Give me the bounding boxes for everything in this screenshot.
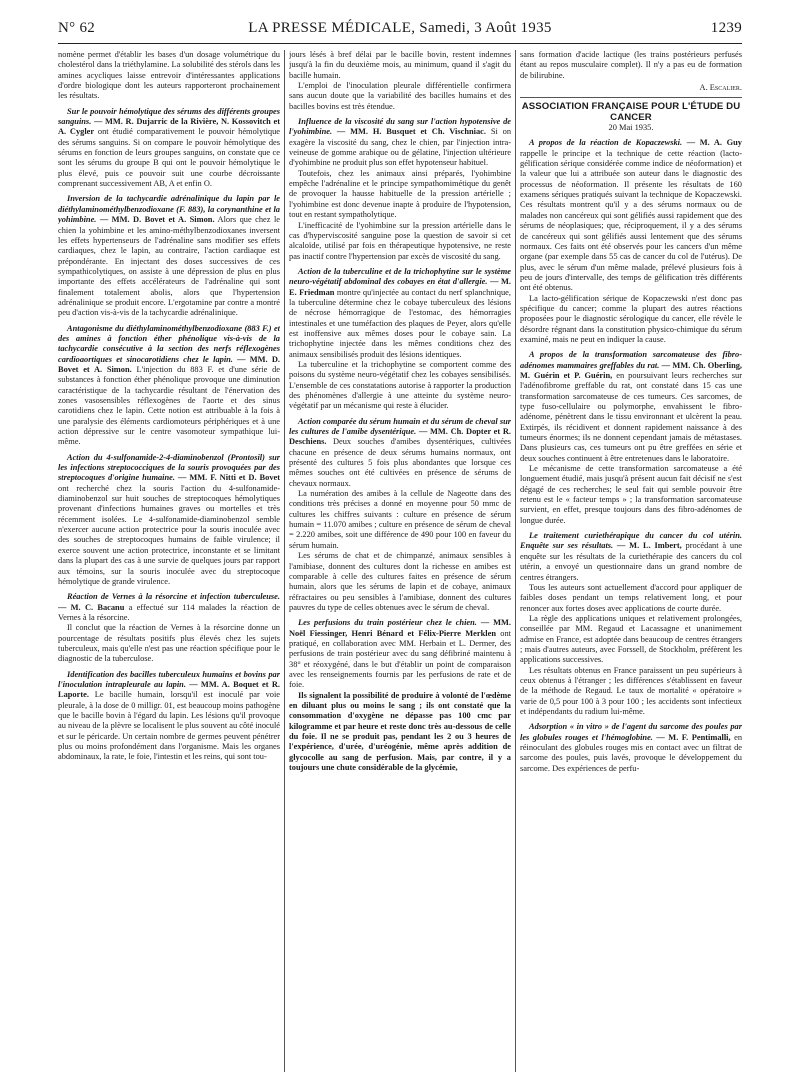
- paragraph: L'emploi de l'inoculation pleurale différentielle confirmera sans aucun doute que la variabilité des bacilles humains et des bacilles bovins est très étendue.: [289, 81, 511, 111]
- column-3: [520, 50, 742, 1072]
- abstract-text: L'injection du 883 F. et d'une série de substances à fonction éther phénolique provoque une diminution caractéristique de la tachycardie résultant de l'énervation des zones vasosensibles réflexogènes de l'aorte et des sinus carotidiens chez le lapin. Cette notion est attribuable à la fois à une paralysie des éléments cardiomoteurs périphériques et à une action dépressive sur le centre vasomoteur sympathique lui-même.: [58, 364, 280, 447]
- abstract-title: Les perfusions du train postérieur chez le chien.: [298, 618, 477, 628]
- abstract-pentimalli: [520, 722, 742, 774]
- abstract-authors: — MM. Noël Fiessinger, Henri Bénard et Félix-Pierre Merklen: [289, 618, 511, 638]
- abstract-text: ont étudié comparativement le pouvoir hémolytique des sérums sanguins. Si on compare le pouvoir hémolytique des sérums en fonction de leurs groupes sanguins, on constate que ce sont les sérums du groupe B qui ont le pouvoir hémolytique le plus élevé, puis ce pouvoir suit une courbe décroissante comprenant successivement AB, A et enfin O.: [58, 127, 280, 189]
- paragraph: Tous les auteurs sont actuellement d'accord pour appliquer de faibles doses pendant un temps relativement long, et pour renoncer aux fortes doses avec applications de courte durée.: [520, 582, 742, 613]
- column-2: [289, 50, 511, 1072]
- signature: A. Escalier.: [699, 83, 742, 93]
- abstract-text: Le bacille humain, lorsqu'il est inoculé par voie pleurale, à la dose de 0 milligr. 01, est beaucoup moins pathogène que le bacille bovin à l'égard du lapin. Les lésions qu'il provoque au niveau de la plèvre se localisent le plus souvent au côté inoculé et sur le péricarde. Un certain nombre de germes peuvent pénétrer plus ou moins profondément dans l'organisme. Mais les organes abdominaux, la rate, le foie, l'intestin et les reins, qui sont tou-: [58, 690, 280, 762]
- abstract-text: ont recherché chez la souris l'action du 4-sulfonamide-diaminobenzol sur huit souches de streptocoques hémolytiques provenant d'infections humaines graves ou mortelles et très récemment isolées. Le 4-sulfonamide-diaminobenzol semble n'exercer aucune action protectrice pour la souris inoculée avec des souches de streptocoques humains de faible virulence; il exerce souvent une action protectrice, inconstante et se limitant dans la plupart des cas à une survie de quelques jours par rapport aux témoins, sur la souris inoculée avec du streptocoque hémolytique de grande virulence.: [58, 483, 280, 586]
- abstract-authors: — MM. D. Bovet et A. Simon.: [99, 215, 215, 225]
- abstract-oberling: [520, 350, 742, 464]
- abstract-text: ont pratiqué, en collaboration avec MM. Herbain et L. Dermer, des perfusions de train postérieur avec du sang défibriné maintenu à 38° et réoxygéné, dans le but d'établir un point de comparaison avec les renseignements fournis par les perfusions de rate et de foie.: [289, 628, 511, 690]
- abstract-text: rappelle le principe et la technique de cette réaction (lacto-gélification sérique considérée comme indice de néoformation) et la valeur que lui a attribuée son auteur dans le diagnostic des processus de néoformation. Il présente les résultats de 160 examens sériques pratiqués suivant la technique de Kopaczewski. Ces résultats montrent qu'il y a des sérums normaux ou de malades non cancéreux qui sont gélifiés aussi rapidement que des sérums de néoplasiques; que, réciproquement, il y a des sérums de cancéreux qui sont gélifiés aussi lentement que des sérums normaux. Ces faits ont été observés pour les cancers d'un même organe (par exemple dans 55 cas de cancer du col de l'utérus). De plus, avec le sérum d'un même malade, prélevé plusieurs fois à peu de jours d'intervalle, des temps de gélification très différents ont été obtenus.: [520, 148, 742, 293]
- abstract-boquet-laporte: [58, 670, 280, 763]
- meeting-date: 20 Mai 1935.: [608, 123, 654, 133]
- paragraph: sans formation d'acide lactique (les trains postérieurs perfusés étant au repos musculaire complet). Il n'y a pas eu de formation de bilirubine.: [520, 50, 742, 80]
- abstract-text: Si on exagère la viscosité du sang, chez le chien, par l'injection intra-veineuse de gomme arabique ou de gélatine, l'injection ultérieure d'yohimbine ne produit plus son effet hypotenseur habituel.: [289, 127, 511, 168]
- column-divider: [284, 50, 285, 1072]
- paragraph: nomène permet d'établir les bases d'un dosage volumétrique du cholestérol dans la triéthylamine. La solubilité des stérols dans les amines acycliques laisse entrevoir d'intéressantes applications d'ordre biologique dont les auteurs rapporteront prochainement les résultats.: [58, 50, 280, 101]
- abstract-authors: — MM. H. Busquet et Ch. Vischniac.: [336, 127, 486, 137]
- abstract-authors: — M. L. Imbert,: [616, 541, 682, 551]
- paragraph: La tuberculine et la trichophytine se comportent comme des poisons du système neuro-végétatif chez les cobayes sensibilisés. L'ensemble de ces constatations autorise à rapporter la production des phénomènes d'allergie à une atteinte du système neuro-végétatif par un mécanisme qui reste à élucider.: [289, 359, 511, 411]
- abstract-authors: — MM. R. Dujarric de la Rivière, N. Kossovitch et A. Cygler: [58, 117, 280, 137]
- abstract-authors: — M. E. Friedman: [289, 277, 511, 297]
- paragraph: Les résultats obtenus en France paraissent un peu supérieurs à ceux obtenus à l'étranger ; les différences s'établissent en faveur de la méthode de Regaud. Le taux de mortalité « opératoire » varie de 0,5 pour 100 à 3 pour 100 ; les accidents sont infectieux et indépendants du radium lui-même.: [520, 665, 742, 716]
- paragraph: Le mécanisme de cette transformation sarcomateuse a été longuement étudié, mais jusqu'à présent aucun fait décisif ne s'est dégagé de ces recherches; le seul fait qui semble pouvoir être retenu est le « facteur temps » ; la transformation sarcomateuse survient, en effet, presque toujours dans des fibro-adénomes de longue durée.: [520, 464, 742, 525]
- abstract-authors: — MM. Ch. Oberling, M. Guérin et P. Guérin,: [520, 360, 742, 380]
- abstract-authors: — MM. Ch. Dopter et R. Deschiens.: [289, 427, 511, 447]
- abstract-title: Action de la tuberculine et de la trichophytine sur le système neuro-végétatif abdominal des cobayes en état d'allergie.: [289, 266, 511, 287]
- paragraph: Ils signalent la possibilité de produire à volonté de l'œdème en diluant plus ou moins le sang ; ils ont constaté que la consommation d'oxygène ne dépasse pas 100 cmc par kilogramme et par heure et reste donc très au-dessous de celle du foie. Il ne se produit pas, pendant les 2 ou 3 heures de l'expérience, d'urée, d'uréogénie, même après addition de glycocolle au sang de perfusion. Mais, par contre, il y a toujours une chute considérable de la glycémie,: [289, 690, 511, 773]
- section-rule: [520, 97, 742, 98]
- paragraph: L'inefficacité de l'yohimbine sur la pression artérielle dans le cas d'hyperviscosité sanguine pose la question de savoir si cet alcaloïde, utilisé par fois en thérapeutique hypotensive, ne reste pas inactif contre l'hypertension par excès de viscosité du sang.: [289, 220, 511, 261]
- paragraph: La numération des amibes à la cellule de Nageotte dans des conditions très précises a donné en moyenne pour 50 mmc de cultures les chiffres suivants : culture en présence de sérum humain = 11.070 amibes ; culture en présence de sérum de cheval = 2.220 amibes, soit une différence de 490 pour 100 en faveur du sérum humain.: [289, 489, 511, 550]
- abstract-title: A propos de la transformation sarcomateuse des fibro-adénomes mammaires greffables du rat.: [520, 350, 742, 370]
- abstract-authors: — MM. F. Nitti et D. Bovet: [177, 473, 280, 483]
- abstract-text: en poursuivant leurs recherches sur l'adénofibrome greffable du rat, ont constaté dans 15 cas une transformation sarcomateuse de ces tumeurs. Ces sarcomes, de type fuso-cellulaire ou polymorphe, envahissent le fibro-adénome, pénètrent dans le tissu environnant et ulcèrent la peau. Extirpés, ils récidivent et donnent rapidement naissance à des tumeurs énormes; ils ne donnent cependant jamais de métastases. Dans plusieurs cas, ces tumeurs ont pu être greffées en série et deux souches continuent à être entretenues dans le laboratoire.: [520, 370, 742, 463]
- paragraph: Les sérums de chat et de chimpanzé, animaux sensibles à l'amibiase, donnent des cultures dont la richesse en amibes est comparable à celle des cultures faites en présence de sérum humain, alors que les sérums de lapin et de cobaye, animaux réfractaires ou peu sensibles à l'amibiase, donnent des cultures pauvres du type de celles obtenues avec le sérum de cheval.: [289, 551, 511, 612]
- journal-title: LA PRESSE MÉDICALE, Samedi, 3 Août 1935: [248, 20, 552, 36]
- abstract-title: Action du 4-sulfonamide-2-4-diaminobenzol (Prontosil) sur les infections streptococciques de la souris provoquées par des streptocoques d'origine humaine.: [58, 452, 280, 483]
- abstract-text: procédant à une enquête sur les résultats de la curiethérapie des cancers du col utérin, a envoyé un questionnaire dans un grand nombre de centres étrangers.: [520, 541, 742, 582]
- abstract-dopter-deschiens: [289, 417, 511, 489]
- abstract-authors: — MM. A. Boquet et R. Laporte.: [58, 679, 280, 700]
- abstract-guy: [520, 138, 742, 293]
- paragraph: Toutefois, chez les animaux ainsi préparés, l'yohimbine empêche l'adrénaline et le principe sympathomimétique du genêt de provoquer la hausse habituelle de la pression artérielle ; l'yohimbine est donc devenue inapte à produire de l'hypotension, tout en restant sympatholytique.: [289, 168, 511, 220]
- paragraph: La lacto-gélification sérique de Kopaczewski n'est donc pas spécifique du cancer; comme la plupart des autres réactions proposées pour le diagnostic sérologique du cancer, elle révèle le désordre régnant dans la constitution physico-chimique du sérum examiné, mais ne peut en indiquer la cause.: [520, 293, 742, 344]
- abstract-authors: — MM. D. Bovet et A. Simon.: [58, 354, 280, 374]
- abstract-title: Influence de la viscosité du sang sur l'action hypotensive de l'yohimbine.: [289, 117, 511, 137]
- page-header: [58, 20, 742, 42]
- abstract-title: Sur le pouvoir hémolytique des sérums des différents groupes sanguins.: [58, 106, 280, 127]
- abstract-text: en réinoculant des globules rouges mis en contact avec un filtrat de sarcome des poules, puis lavés, provoque le développement du sarcome. Des expériences de perfu-: [520, 732, 742, 773]
- abstract-title: A propos de la réaction de Kopaczewski.: [529, 138, 683, 148]
- issue-number: N° 62: [58, 20, 96, 36]
- abstract-text: montre qu'injectée au contact du nerf splanchnique, la tuberculine détermine chez le cobaye tuberculeux des lésions de nécrose hémorragique de l'estomac, des hémorragies intestinales et une tuméfaction des plaques de Peyer, alors qu'elle est inoffensive aux mêmes doses pour le cobaye sain. La trichophytine injectée dans les mêmes conditions chez des animaux sensibilisés produit des lésions identiques.: [289, 287, 511, 359]
- abstract-authors: — M. C. Bacanu: [58, 602, 125, 612]
- abstract-bovet-simon-1: [58, 194, 280, 318]
- abstract-imbert: [520, 531, 742, 583]
- column-divider: [515, 50, 516, 1072]
- column-1: [58, 50, 280, 1072]
- abstract-fiessinger: [289, 618, 511, 690]
- abstract-title: Inversion de la tachycardie adrénalinique du lapin par le diéthylaminométhylbenzodioxane (F. 883), la corynanthine et la yohimbine.: [58, 194, 280, 225]
- header-rule: [58, 43, 742, 44]
- paragraph: Il conclut que la réaction de Vernes à la résorcine donne un pourcentage de résultats positifs plus élevés chez les sujets tuberculeux, mais qu'elle n'est pas une réaction spécifique pour le diagnostic de la tuberculose.: [58, 623, 280, 664]
- abstract-title: Identification des bacilles tuberculeux humains et bovins par l'inoculation intrapleurale au lapin.: [58, 669, 280, 689]
- abstract-nitti-bovet: [58, 453, 280, 587]
- abstract-authors: — M. A. Guy: [686, 138, 742, 148]
- society-heading: ASSOCIATION FRANÇAISE POUR L'ÉTUDE DU CANCER: [521, 101, 741, 123]
- abstract-title: Action comparée du sérum humain et du sérum de cheval sur les cultures de l'amibe dysentérique.: [289, 416, 511, 437]
- abstract-title: Adsorption « in vitro » de l'agent du sarcome des poules par les globules rouges et l'hémoglobine.: [520, 722, 742, 742]
- abstract-friedman: [289, 267, 511, 360]
- abstract-text: a effectué sur 114 malades la réaction de Vernes à la résorcine.: [58, 602, 280, 622]
- abstract-text: Alors que chez le chien la yohimbine et les amino-méthylbenzodioxanes inversent les effets hypertenseurs de l'adrénaline sans modifier ses effets cardiaques, chez le lapin, au contraire, l'action cardiaque est prépondérante. En injectant des doses successives de ces sympathicolytiques, on assiste à une dépression de plus en plus importante des effets accélérateurs de l'adrénaline qui sont finalement totalement abolis, alors que l'hypertension adrénalinique se produit encore. L'ergotamine par contre a montré peu d'action vis-à-vis de la tachycardie adrénalinique.: [58, 215, 280, 318]
- abstract-authors: — M. F. Pentimalli,: [656, 732, 731, 742]
- abstract-title: Antagonisme du diéthylaminométhylbenzodioxane (883 F.) et des amines à fonction éther phénolique vis-à-vis de la tachycardie consécutive à la section des nerfs réflexogènes cardioaortiques et sinocarotidiens chez le lapin.: [58, 323, 280, 364]
- page-number: 1239: [710, 20, 742, 36]
- abstract-title: Le traitement curiethérapique du cancer du col utérin. Enquête sur ses résultats.: [520, 531, 742, 551]
- abstract-dujarric: [58, 107, 280, 190]
- paragraph: La règle des applications uniques et relativement prolongées, conseillée par MM. Regaud et Lacassagne et unanimement admise en France, est adoptée dans beaucoup de centres étrangers ; mais d'autres auteurs, avec Forssell, de Stockholm, préfèrent les applications successives.: [520, 613, 742, 665]
- paragraph: jours lésés à bref délai par le bacille bovin, restent indemnes jusqu'à la fin du deuxième mois, au minimum, quand il s'agit du bacille humain.: [289, 50, 511, 80]
- abstract-busquet-vischniac: [289, 117, 511, 169]
- abstract-bacanu: [58, 592, 280, 623]
- abstract-title: Réaction de Vernes à la résorcine et infection tuberculeuse.: [67, 592, 280, 602]
- abstract-text: Deux souches d'amibes dysentériques, cultivées chacune en présence de deux sérums humains normaux, ont présenté des cultures 5 fois plus abondantes que lorsque ces mêmes souches ont été cultivées en présence de sérums de chevaux normaux.: [289, 437, 511, 488]
- abstract-bovet-simon-2: [58, 324, 280, 448]
